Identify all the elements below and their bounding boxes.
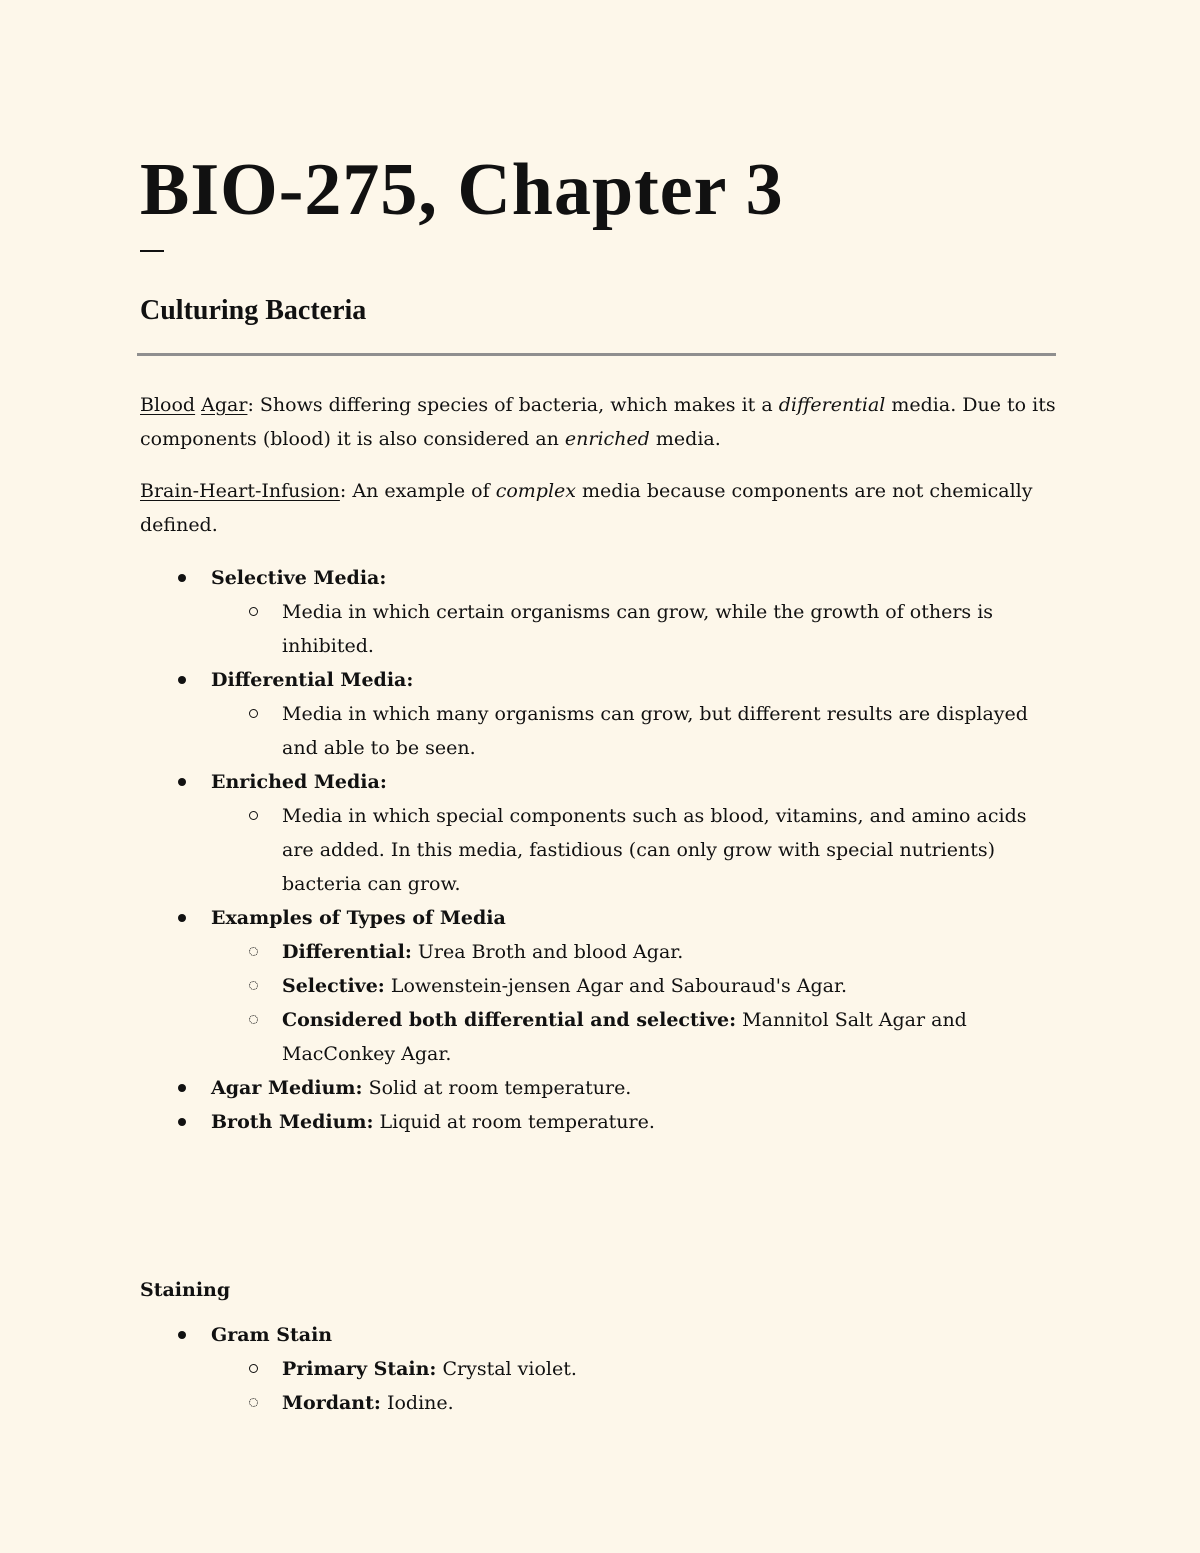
circle-bullet-icon — [249, 709, 258, 718]
section-heading-staining: Staining — [140, 1279, 231, 1301]
media-list — [140, 561, 1056, 1139]
list-item-enriched: Enriched Media: Media in which special components such as blood, vitamins, and amino acids are added. In this media, fastidious (can only grow with special nutrients) bacteria can grow. — [140, 765, 1056, 901]
dotted-circle-bullet-icon — [249, 947, 258, 956]
sub-item: Selective: Lowenstein-jensen Agar and Sabouraud's Agar. — [140, 969, 1056, 1003]
sub-item: Media in which certain organisms can grow, while the growth of others is inhibited. — [140, 595, 1056, 663]
sub-item: Differential: Urea Broth and blood Agar. — [140, 935, 1056, 969]
sub-item: Media in which special components such as blood, vitamins, and amino acids are added. In this media, fastidious (can only grow with special nutrients) bacteria can grow. — [140, 799, 1056, 901]
bullet-icon — [178, 778, 186, 786]
bullet-icon — [178, 1084, 186, 1092]
dotted-circle-bullet-icon — [249, 1398, 258, 1407]
list-item-agar: Agar Medium: Solid at room temperature. — [140, 1071, 1056, 1105]
dotted-circle-bullet-icon — [249, 1015, 258, 1024]
dotted-circle-bullet-icon — [249, 981, 258, 990]
section-title-culturing: Culturing Bacteria — [140, 295, 367, 326]
sub-item: Considered both differential and selective: Mannitol Salt Agar and MacConkey Agar. — [140, 1003, 1056, 1071]
staining-list — [140, 1318, 1056, 1420]
bullet-icon — [178, 1118, 186, 1126]
circle-bullet-icon — [249, 607, 258, 616]
sub-item: Media in which many organisms can grow, but different results are displayed and able to be seen. — [140, 697, 1056, 765]
circle-bullet-icon — [249, 811, 258, 820]
list-item-differential: Differential Media: Media in which many organisms can grow, but different results are displayed and able to be seen. — [140, 663, 1056, 765]
circle-bullet-icon — [249, 1364, 258, 1373]
list-item-selective: Selective Media: Media in which certain organisms can grow, while the growth of others is inhibited. — [140, 561, 1056, 663]
bullet-icon — [178, 1331, 186, 1339]
term-agar: Agar — [201, 394, 248, 416]
sub-item: Primary Stain: Crystal violet. — [140, 1352, 1056, 1386]
bullet-icon — [178, 914, 186, 922]
horizontal-rule — [137, 353, 1056, 356]
list-item-gram-stain: Gram Stain Primary Stain: Crystal violet. Mordant: Iodine. — [140, 1318, 1056, 1420]
title-dash — [140, 250, 164, 252]
paragraph-blood-agar: Blood Agar: Shows differing species of bacteria, which makes it a differential media. Due to its components (blood) it is also considered an enriched media. — [140, 394, 1056, 450]
list-item-examples: Examples of Types of Media Differential: Urea Broth and blood Agar. Selective: Lowenstein-jensen Agar and Sabouraud's Agar. Considered both differential and selective: Mannitol Salt Agar and MacConkey Agar. — [140, 901, 1056, 1071]
sub-item: Mordant: Iodine. — [140, 1386, 1056, 1420]
term-bhi: Brain-Heart-Infusion — [140, 480, 340, 502]
list-item-broth: Broth Medium: Liquid at room temperature. — [140, 1105, 1056, 1139]
paragraph-bhi: Brain-Heart-Infusion: An example of complex media because components are not chemically defined. — [140, 480, 1033, 536]
bullet-icon — [178, 676, 186, 684]
document-title: BIO-275, Chapter 3 — [140, 149, 784, 231]
term-blood: Blood — [140, 394, 196, 416]
bullet-icon — [178, 574, 186, 582]
